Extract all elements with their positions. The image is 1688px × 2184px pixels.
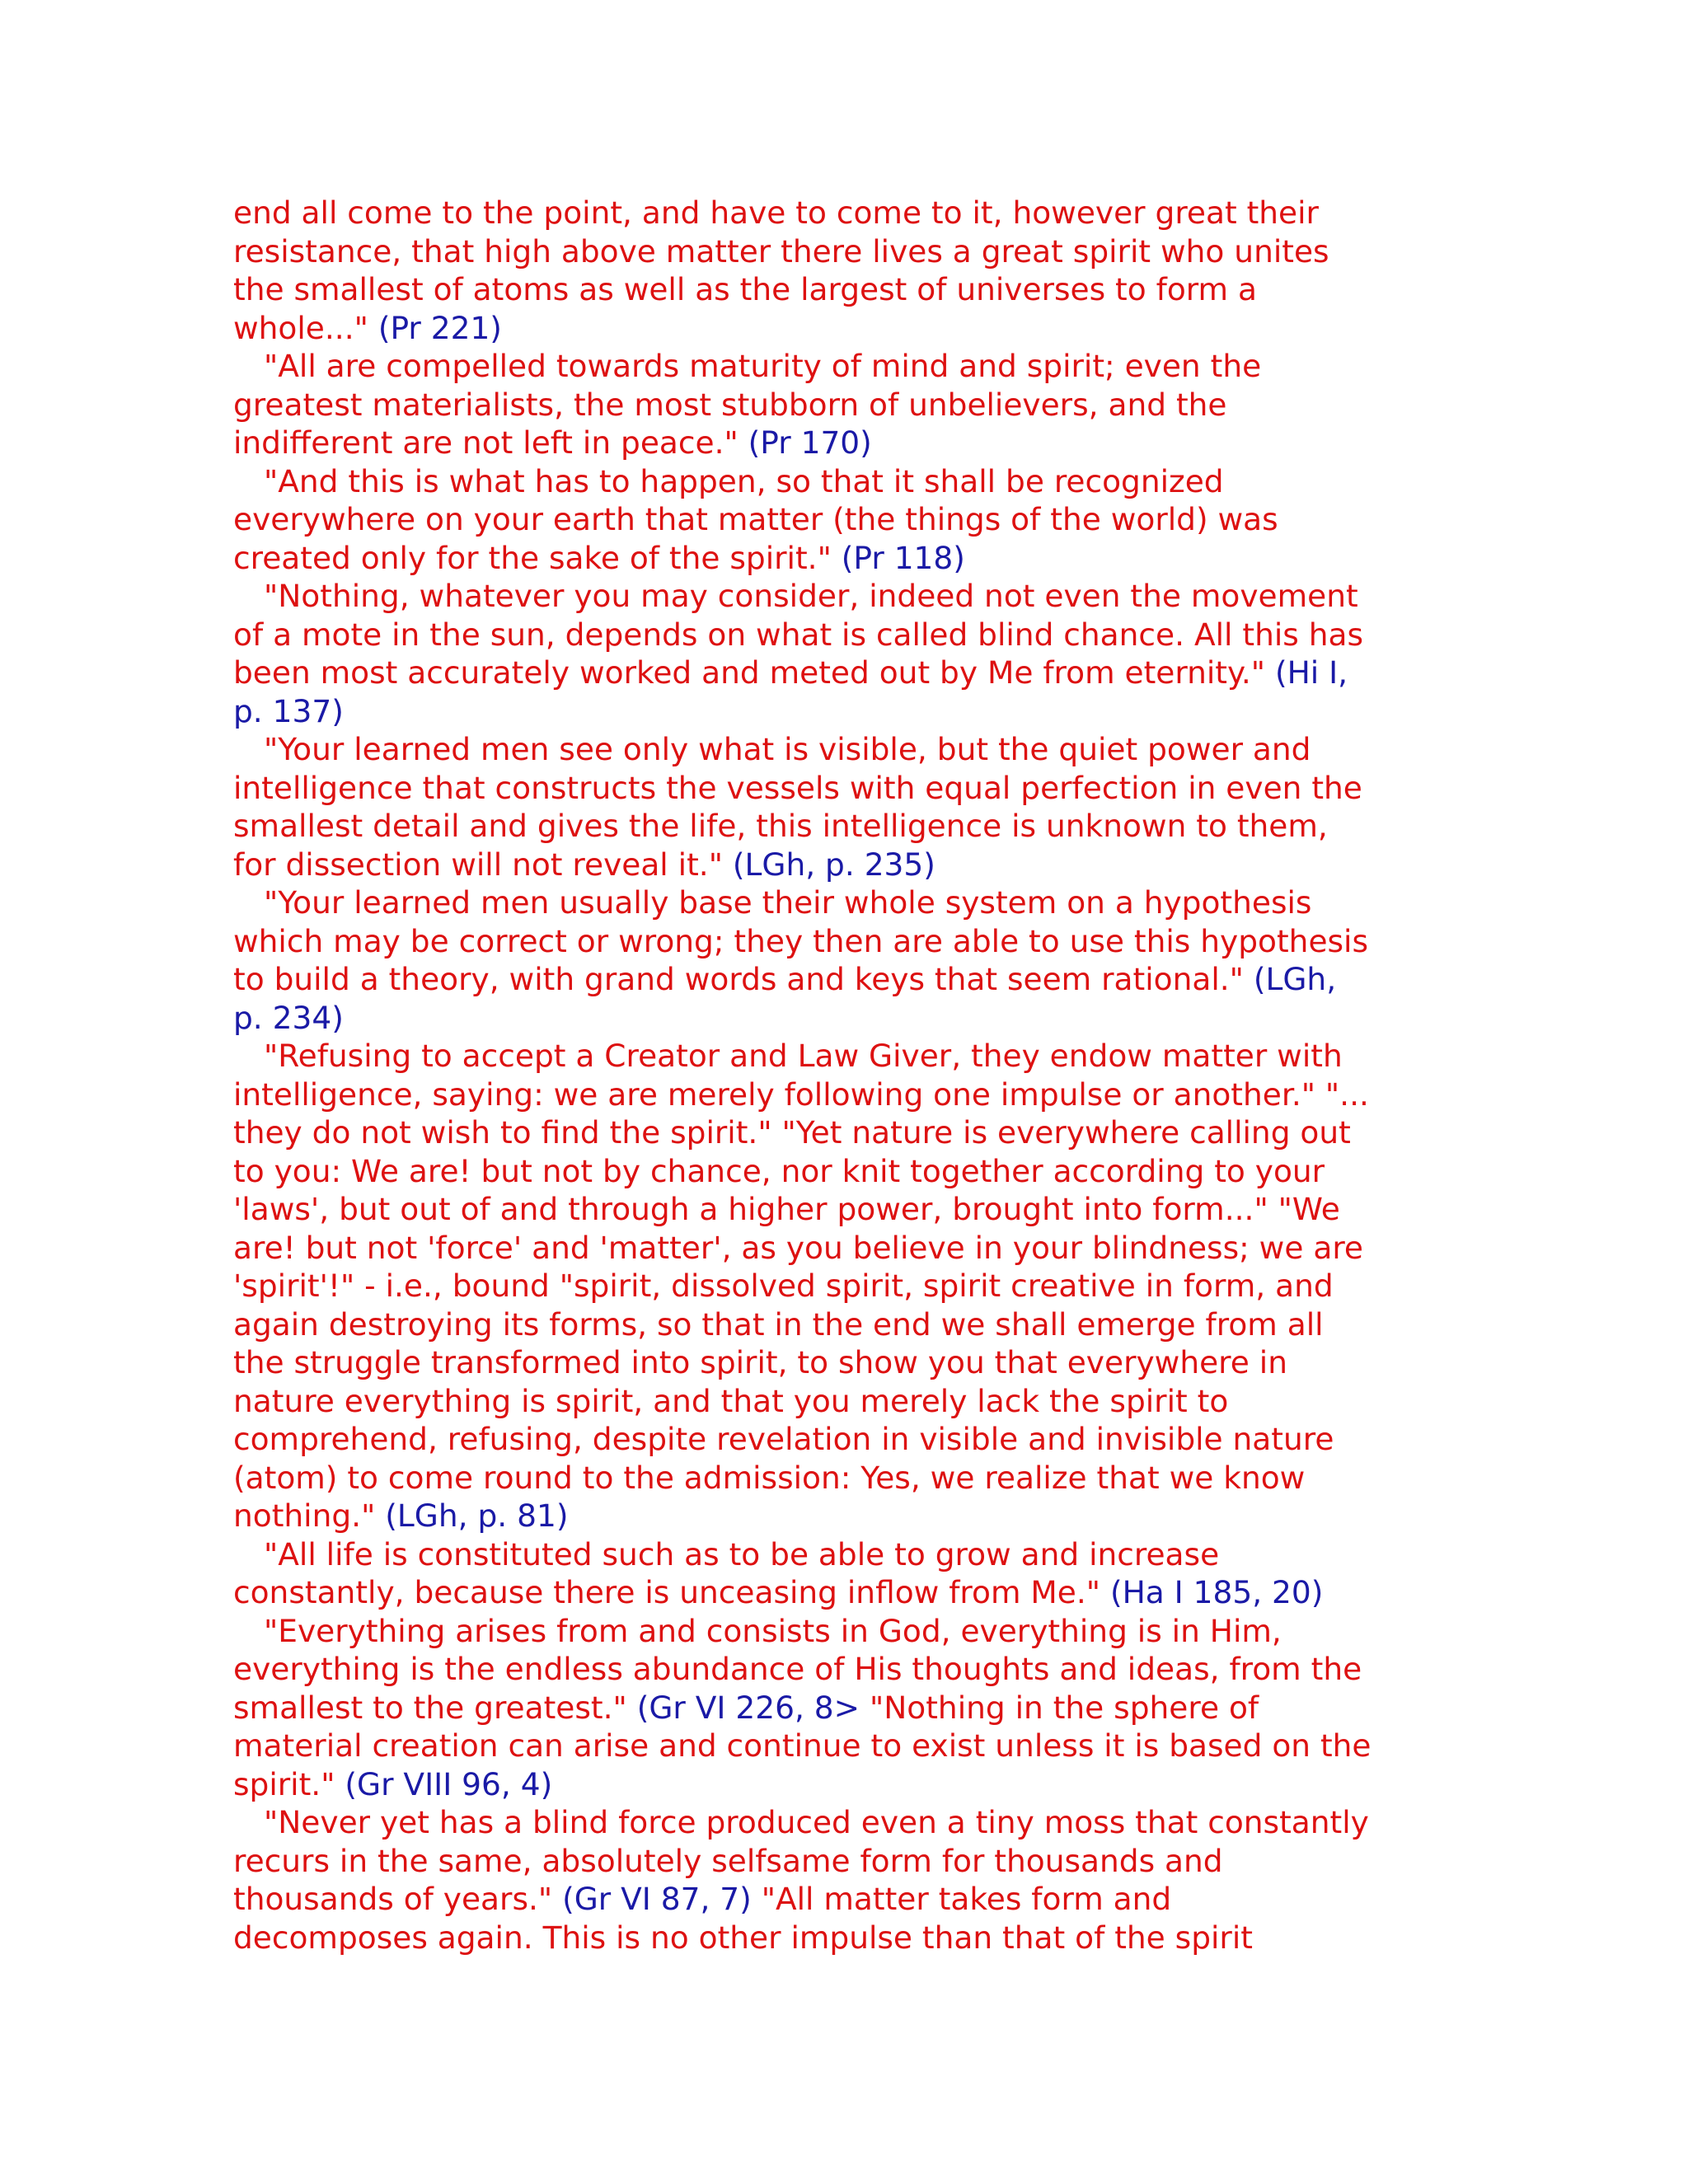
quote-text: the struggle transformed into spirit, to show you that everywhere in — [233, 1344, 1287, 1380]
quote-text: smallest detail and gives the life, this intelligence is unknown to them, — [233, 808, 1328, 844]
text-line — [233, 1727, 1453, 1765]
text-line — [233, 1880, 1453, 1919]
body-text — [233, 194, 1453, 1957]
quote-text: end all come to the point, and have to come to it, however great their — [233, 194, 1319, 231]
text-line — [233, 1420, 1453, 1459]
text-line — [233, 194, 1453, 232]
source-reference: p. 137) — [233, 692, 344, 729]
text-line — [233, 1919, 1453, 1957]
quote-text: "Nothing in the sphere of — [860, 1689, 1259, 1726]
quote-text: material creation can arise and continue to exist unless it is based on the — [233, 1727, 1372, 1764]
text-line — [233, 1190, 1453, 1229]
quote-text: the smallest of atoms as well as the largest of universes to form a — [233, 271, 1257, 307]
text-line — [233, 1076, 1453, 1114]
quote-text: been most accurately worked and meted out by Me from eternity." — [233, 654, 1275, 691]
text-line — [233, 539, 1453, 578]
quote-text: they do not wish to find the spirit." "Yet nature is everywhere calling out — [233, 1114, 1351, 1151]
quote-text: nature everything is spirit, and that you merely lack the spirit to — [233, 1382, 1229, 1419]
text-line — [233, 616, 1453, 654]
quote-text: intelligence that constructs the vessels with equal perfection in even the — [233, 769, 1362, 806]
text-line — [233, 883, 1453, 922]
text-line — [233, 424, 1453, 462]
quote-text: are! but not 'force' and 'matter', as you believe in your blindness; we are — [233, 1229, 1363, 1266]
quote-text: everything is the endless abundance of His thoughts and ideas, from the — [233, 1651, 1362, 1687]
quote-text: recurs in the same, absolutely selfsame form for thousands and — [233, 1842, 1223, 1879]
quote-text: resistance, that high above matter there lives a great spirit who unites — [233, 232, 1329, 269]
quote-text: "All matter takes form and — [751, 1881, 1172, 1917]
quote-text: "Your learned men usually base their whole system on a hypothesis — [264, 884, 1312, 921]
quote-text: again destroying its forms, so that in the end we shall emerge from all — [233, 1305, 1324, 1343]
text-line — [233, 1803, 1453, 1842]
quote-text: indifferent are not left in peace." — [233, 424, 748, 461]
quote-text: "All are compelled towards maturity of mind and spirit; even the — [264, 348, 1262, 384]
text-line — [233, 654, 1453, 692]
text-line — [233, 270, 1453, 309]
text-line — [233, 577, 1453, 616]
text-line — [233, 1612, 1453, 1651]
quote-text: thousands of years." — [233, 1881, 563, 1917]
text-line — [233, 1842, 1453, 1881]
quote-text: "Refusing to accept a Creator and Law Giver, they endow matter with — [264, 1038, 1343, 1074]
text-line — [233, 309, 1453, 348]
text-line — [233, 692, 1453, 731]
quote-text: nothing." — [233, 1497, 386, 1534]
text-line — [233, 1152, 1453, 1191]
source-reference: (LGh, — [1253, 961, 1337, 997]
quote-text: to build a theory, with grand words and keys that seem rational." — [233, 961, 1254, 997]
text-line — [233, 500, 1453, 539]
text-line — [233, 1650, 1453, 1689]
text-line — [233, 1343, 1453, 1382]
text-line — [233, 1459, 1453, 1497]
text-line — [233, 1535, 1453, 1574]
quote-text: 'spirit'!" - i.e., bound "spirit, dissolved spirit, spirit creative in form, and — [233, 1268, 1334, 1304]
quote-text: 'laws', but out of and through a higher power, brought into form..." "We — [233, 1191, 1340, 1227]
source-reference: (Gr VI 87, 7) — [562, 1881, 752, 1917]
quote-text: "Nothing, whatever you may consider, indeed not even the movement — [264, 578, 1358, 614]
text-line — [233, 807, 1453, 846]
text-line — [233, 769, 1453, 808]
source-reference: p. 234) — [233, 999, 344, 1036]
text-line — [233, 999, 1453, 1038]
source-reference: (Gr VI 226, 8> — [636, 1689, 860, 1726]
text-line — [233, 1267, 1453, 1305]
quote-text: greatest materialists, the most stubborn of unbelievers, and the — [233, 386, 1227, 423]
quote-text: intelligence, saying: we are merely following one impulse or another." "... — [233, 1076, 1369, 1113]
quote-text: for dissection will not reveal it." — [233, 846, 733, 883]
source-reference: (Pr 221) — [377, 309, 502, 346]
quote-text: "Everything arises from and consists in God, everything is in Him, — [264, 1612, 1282, 1649]
text-line — [233, 232, 1453, 271]
text-line — [233, 846, 1453, 884]
quote-text: "And this is what has to happen, so that it shall be recognized — [264, 462, 1224, 499]
quote-text: (atom) to come round to the admission: Yes, we realize that we know — [233, 1459, 1306, 1496]
quote-text: "Your learned men see only what is visible, but the quiet power and — [264, 731, 1311, 767]
text-line — [233, 922, 1453, 961]
text-line — [233, 1113, 1453, 1152]
quote-text: smallest to the greatest." — [233, 1689, 637, 1726]
source-reference: (Pr 118) — [841, 539, 965, 576]
source-reference: (Hi I, — [1274, 654, 1348, 691]
text-line — [233, 1229, 1453, 1268]
text-line — [233, 1382, 1453, 1421]
quote-text: decomposes again. This is no other impulse than that of the spirit — [233, 1919, 1253, 1956]
quote-text: of a mote in the sun, depends on what is called blind chance. All this has — [233, 616, 1364, 653]
text-line — [233, 1573, 1453, 1612]
source-reference: (Ha I 185, 20) — [1109, 1574, 1324, 1610]
quote-text: "All life is constituted such as to be able to grow and increase — [264, 1535, 1220, 1572]
quote-text: whole..." — [233, 309, 378, 346]
text-line — [233, 1305, 1453, 1344]
quote-text: which may be correct or wrong; they then are able to use this hypothesis — [233, 922, 1369, 959]
quote-text: to you: We are! but not by chance, nor knit together according to your — [233, 1152, 1325, 1189]
text-line — [233, 386, 1453, 424]
quote-text: everywhere on your earth that matter (the things of the world) was — [233, 501, 1278, 537]
source-reference: (LGh, p. 81) — [385, 1497, 569, 1534]
text-line — [233, 347, 1453, 386]
quote-text: created only for the sake of the spirit." — [233, 539, 842, 576]
text-line — [233, 730, 1453, 769]
text-line — [233, 960, 1453, 999]
text-line — [233, 1689, 1453, 1727]
text-line — [233, 1497, 1453, 1535]
text-line — [233, 462, 1453, 501]
quote-text: comprehend, refusing, despite revelation in visible and invisible nature — [233, 1421, 1334, 1457]
quote-text: spirit." — [233, 1765, 345, 1802]
text-line — [233, 1765, 1453, 1804]
source-reference: (LGh, p. 235) — [732, 846, 935, 883]
quote-text: "Never yet has a blind force produced even a tiny moss that constantly — [264, 1804, 1369, 1840]
quote-text: constantly, because there is unceasing inflow from Me." — [233, 1574, 1110, 1610]
source-reference: (Pr 170) — [748, 424, 872, 461]
source-reference: (Gr VIII 96, 4) — [345, 1765, 553, 1802]
text-line — [233, 1037, 1453, 1076]
